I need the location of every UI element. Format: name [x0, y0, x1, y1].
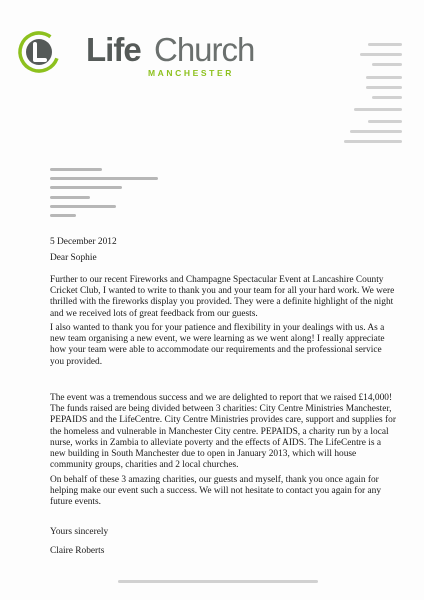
- letter-signature-name: Claire Roberts: [50, 546, 105, 556]
- logo-text-church: Church: [154, 31, 255, 68]
- letter-paragraph-2: I also wanted to thank you for your patience and flexibility in your dealings with us. As a new team organising a new event, we were learning as we went along! I really appreciate how your team were able to accommodate our requirements and the professional service you provided.: [50, 323, 385, 367]
- lifechurch-logo-icon: [16, 29, 62, 75]
- letter-paragraph-1: Further to our recent Fireworks and Champagne Spectacular Event at Lancashire County Cricket Club, I wanted to write to thank you and your team for all your hard work. We were thrilled with the fireworks display you provided. They were a definite highlight of the night and we received lots of great feedback from our guests.: [50, 275, 395, 319]
- logo-text-city: MANCHESTER: [148, 68, 234, 78]
- lifechurch-logo: [12, 25, 272, 80]
- letter-date: 5 December 2012: [50, 237, 117, 247]
- letter-salutation: Dear Sophie: [50, 253, 97, 263]
- letter-paragraph-3: The event was a tremendous success and we are delighted to report that we raised £14,000! The funds raised are being divided between 3 charities: City Centre Ministries Manchester, PEPAIDS and the LifeCentre. City Centre Ministries provides care, support and supplies for the homeless and vulnerable in Manchester City centre. PEPAIDS, a charity run by a local nurse, works in Zambia to alleviate poverty and the effects of AIDS. The LifeCentre is a new building in South Manchester due to open in January 2013, which will house community groups, charities and 2 local churches.: [50, 393, 396, 471]
- letter-closing: Yours sincerely: [50, 527, 109, 537]
- redacted-footer: [118, 580, 318, 586]
- logo-text-life: Life: [86, 31, 141, 68]
- letter-paragraph-4: On behalf of these 3 amazing charities, our guests and myself, thank you once again for helping make our event such a success. We will not hesitate to contact you again for any future events.: [50, 475, 382, 508]
